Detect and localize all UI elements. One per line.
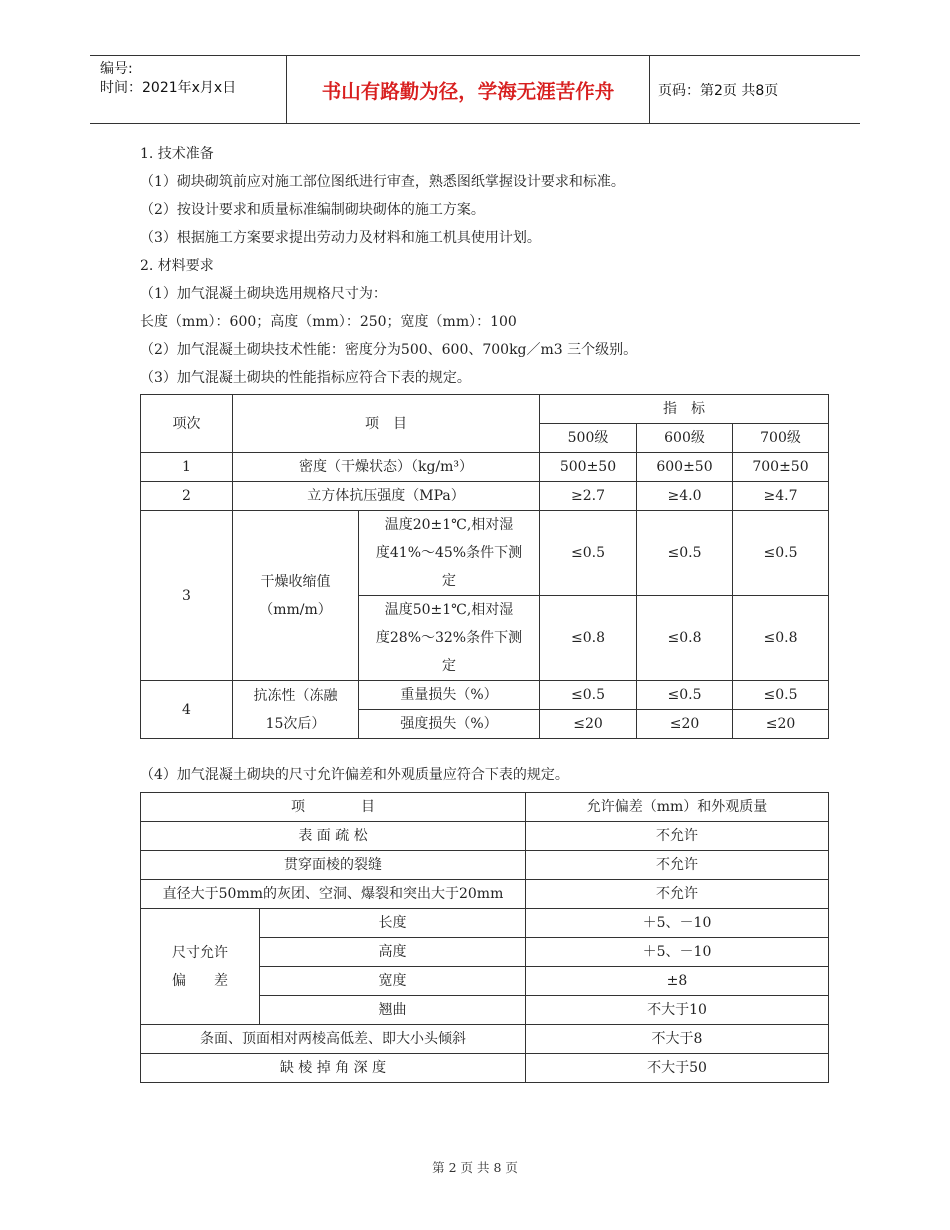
tolerance-table <box>140 792 829 1083</box>
cell-value: ≥2.7 <box>540 482 637 511</box>
group-label-line: 尺寸允许 <box>172 944 228 961</box>
paragraph: （2）按设计要求和质量标准编制砌块砌体的施工方案。 <box>140 202 485 218</box>
cell-value: 不大于8 <box>526 1025 829 1054</box>
table-row <box>141 880 829 909</box>
sub-item: 强度损失（%） <box>359 710 540 739</box>
row-no: 4 <box>141 681 233 739</box>
row-item: 贯穿面棱的裂缝 <box>141 851 526 880</box>
table-row <box>141 909 829 938</box>
cell-value: 不允许 <box>526 822 829 851</box>
section-heading-1: 1. 技术准备 <box>140 146 214 162</box>
cell-value: ≤0.8 <box>637 596 733 681</box>
col-header-index: 指 标 <box>540 395 829 424</box>
paragraph: 长度（mm）：600；高度（mm）：250；宽度（mm）：100 <box>140 314 517 330</box>
paragraph: （1）加气混凝土砌块选用规格尺寸为： <box>140 286 387 302</box>
row-no: 2 <box>141 482 233 511</box>
group-label <box>141 909 260 1025</box>
item-line: 抗冻性（冻融 <box>253 687 338 704</box>
sub-item-line: 温度50±1℃,相对湿 <box>384 602 514 618</box>
cell-value: ≤0.5 <box>540 511 637 596</box>
sub-item: 重量损失（%） <box>359 681 540 710</box>
paragraph: （4）加气混凝土砌块的尺寸允许偏差和外观质量应符合下表的规定。 <box>140 767 569 783</box>
row-item: 表 面 疏 松 <box>141 822 526 851</box>
table-row <box>141 482 829 511</box>
col-header-value: 允许偏差（mm）和外观质量 <box>526 793 829 822</box>
grade-700: 700级 <box>733 424 829 453</box>
cell-value: ≤0.5 <box>733 511 829 596</box>
cell-value: 700±50 <box>733 453 829 482</box>
sub-item <box>359 596 540 681</box>
table-row <box>141 1054 829 1083</box>
table-row <box>141 453 829 482</box>
header-meta <box>100 60 285 98</box>
row-item: 宽度 <box>260 967 526 996</box>
row-no: 3 <box>141 511 233 681</box>
cell-value: ＋5、－10 <box>526 938 829 967</box>
sub-item-line: 度41%～45%条件下测 <box>375 545 523 561</box>
cell-value: ≥4.0 <box>637 482 733 511</box>
table-row <box>141 851 829 880</box>
paragraph: （2）加气混凝土砌块技术性能：密度分为500、600、700kg／m3 三个级别。 <box>140 342 638 358</box>
cell-value: ≤0.5 <box>540 681 637 710</box>
header-page-label: 页码：第2页 共8页 <box>658 82 779 99</box>
page-header <box>90 55 860 124</box>
row-item <box>233 681 359 739</box>
cell-value: 600±50 <box>637 453 733 482</box>
row-no: 1 <box>141 453 233 482</box>
row-item <box>233 511 359 681</box>
cell-value: 不允许 <box>526 880 829 909</box>
row-item: 立方体抗压强度（MPa） <box>233 482 540 511</box>
sub-item-line: 度28%～32%条件下测 <box>375 630 523 646</box>
cell-value: ≥4.7 <box>733 482 829 511</box>
section-heading-2: 2. 材料要求 <box>140 258 214 274</box>
cell-value: ≤0.5 <box>637 511 733 596</box>
row-item: 密度（干燥状态）（kg/m³） <box>233 453 540 482</box>
cell-value: ＋5、－10 <box>526 909 829 938</box>
grade-500: 500级 <box>540 424 637 453</box>
header-motto: 书山有路勤为径，学海无涯苦作舟 <box>286 56 650 123</box>
paragraph: （3）加气混凝土砌块的性能指标应符合下表的规定。 <box>140 370 471 386</box>
item-line: （mm/m） <box>259 601 332 618</box>
cell-value: ≤20 <box>540 710 637 739</box>
cell-value: ≤20 <box>637 710 733 739</box>
cell-value: ≤0.8 <box>540 596 637 681</box>
sub-item-line: 定 <box>442 658 456 674</box>
item-line: 15次后） <box>265 715 326 732</box>
row-item: 长度 <box>260 909 526 938</box>
sub-item-line: 定 <box>442 573 456 589</box>
col-header-item: 项 目 <box>141 793 526 822</box>
number-label: 编号: <box>100 61 133 77</box>
cell-value: 不大于10 <box>526 996 829 1025</box>
cell-value: ≤0.5 <box>733 681 829 710</box>
table-row <box>141 1025 829 1054</box>
row-item: 高度 <box>260 938 526 967</box>
cell-value: 500±50 <box>540 453 637 482</box>
cell-value: 不大于50 <box>526 1054 829 1083</box>
table-row <box>141 681 829 710</box>
sub-item-line: 温度20±1℃,相对湿 <box>384 517 514 533</box>
col-header-item: 项 目 <box>233 395 540 453</box>
time-label: 时间：2021年x月x日 <box>100 80 237 96</box>
page-footer: 第 2 页 共 8 页 <box>432 1160 518 1175</box>
row-item: 直径大于50mm的灰团、空洞、爆裂和突出大于20mm <box>141 880 526 909</box>
performance-table <box>140 394 829 739</box>
paragraph: （1）砌块砌筑前应对施工部位图纸进行审查，熟悉图纸掌握设计要求和标准。 <box>140 174 625 190</box>
row-item: 条面、顶面相对两棱高低差、即大小头倾斜 <box>141 1025 526 1054</box>
row-item: 翘曲 <box>260 996 526 1025</box>
cell-value: ≤0.8 <box>733 596 829 681</box>
cell-value: 不允许 <box>526 851 829 880</box>
grade-600: 600级 <box>637 424 733 453</box>
cell-value: ≤0.5 <box>637 681 733 710</box>
sub-item <box>359 511 540 596</box>
cell-value: ±8 <box>526 967 829 996</box>
group-label-line: 偏 差 <box>172 972 228 989</box>
paragraph: （3）根据施工方案要求提出劳动力及材料和施工机具使用计划。 <box>140 230 541 246</box>
table-row <box>141 511 829 596</box>
col-header-no: 项次 <box>141 395 233 453</box>
cell-value: ≤20 <box>733 710 829 739</box>
item-line: 干燥收缩值 <box>260 573 331 590</box>
row-item: 缺 棱 掉 角 深 度 <box>141 1054 526 1083</box>
table-row <box>141 822 829 851</box>
